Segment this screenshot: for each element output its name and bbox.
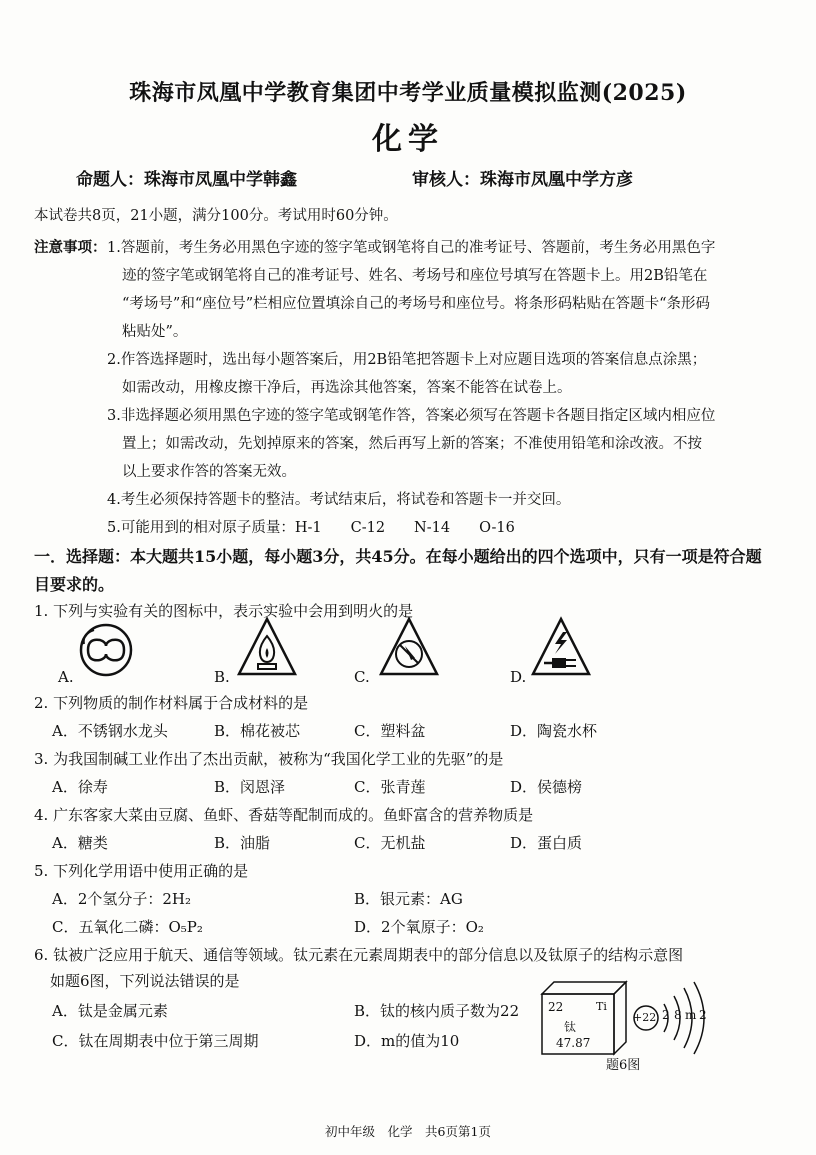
option-a: A．糖类 xyxy=(52,834,108,852)
option-a: A．不锈钢水龙头 xyxy=(52,722,168,740)
note-line: 1.答题前，考生务必用黑色字迹的签字笔或钢笔将自己的准考证号、答题前，考生务必用黑色字 xyxy=(107,240,716,256)
note-line: 如需改动，用橡皮擦干净后，再选涂其他答案，答案不能答在试卷上。 xyxy=(122,380,572,396)
figure-caption: 题6图 xyxy=(606,1058,641,1073)
reviewer-line: 审核人：珠海市凤凰中学方彦 xyxy=(412,170,633,190)
option-c-label: C. xyxy=(354,668,370,686)
shell-4: 2 xyxy=(699,1008,707,1022)
option-a: A．钛是金属元素 xyxy=(52,1002,168,1020)
note-line: 3.非选择题必须用黑色字迹的签字笔或钢笔作答，答案必须写在答题卡各题目指定区域内相应位 xyxy=(107,408,716,424)
note-line: 2.作答选择题时，选出每小题答案后，用2B铅笔把答题卡上对应题目选项的答案信息点涂黑； xyxy=(107,352,707,368)
element-name: 钛 xyxy=(564,1020,577,1034)
exam-title: 珠海市凤凰中学教育集团中考学业质量模拟监测(2025) xyxy=(129,80,687,106)
atomic-number: 22 xyxy=(548,1000,564,1014)
option-c: C．钛在周期表中位于第三周期 xyxy=(52,1032,259,1050)
option-d: D．侯德榜 xyxy=(510,778,583,796)
option-c: C．塑料盆 xyxy=(354,722,426,740)
note-line: 4.考生必须保持答题卡的整洁。考试结束后，将试卷和答题卡一并交回。 xyxy=(107,492,571,508)
shell-1: 2 xyxy=(662,1008,670,1022)
note-line: 迹的签字笔或钢笔将自己的准考证号、姓名、考场号和座位号填写在答题卡上。用2B铅笔在 xyxy=(122,268,708,284)
note-line: 粘贴处”。 xyxy=(122,324,188,340)
option-c: C．五氧化二磷：O₅P₂ xyxy=(52,918,203,936)
option-b: B．钛的核内质子数为22 xyxy=(354,1002,520,1020)
flame-warning-icon xyxy=(236,616,298,678)
nucleus-charge: +22 xyxy=(633,1011,657,1024)
question-6-stem-cont: 如题6图，下列说法错误的是 xyxy=(50,972,240,990)
option-b-label: B. xyxy=(214,668,230,686)
option-c: C．张青莲 xyxy=(354,778,426,796)
option-c: C．无机盐 xyxy=(354,834,426,852)
electric-plug-warning-icon xyxy=(530,616,592,678)
shell-2: 8 xyxy=(674,1008,682,1022)
note-line: 置上；如需改动，先划掉原来的答案，然后再写上新的答案；不准使用铅笔和涂改液。不按 xyxy=(122,436,702,452)
question-5-stem: 5. 下列化学用语中使用正确的是 xyxy=(34,862,249,880)
notes-label: 注意事项： xyxy=(34,239,107,256)
option-a-label: A. xyxy=(58,668,74,686)
goggles-icon xyxy=(78,622,134,678)
note-line: “考场号”和“座位号”栏相应位置填涂自己的考场号和座位号。将条形码粘贴在答题卡“条形码 xyxy=(122,296,711,312)
option-d: D．m的值为10 xyxy=(354,1032,460,1050)
subject-title: 化学 xyxy=(372,122,444,157)
atomic-mass: 47.87 xyxy=(556,1036,591,1050)
setter-line: 命题人：珠海市凤凰中学韩鑫 xyxy=(76,170,297,190)
option-a: A．徐寿 xyxy=(52,778,108,796)
option-a: A．2个氢分子：2H₂ xyxy=(52,890,192,908)
option-d-label: D. xyxy=(510,668,527,686)
page-footer: 初中年级 化学 共6页第1页 xyxy=(325,1124,491,1139)
option-b: B．棉花被芯 xyxy=(214,722,301,740)
exam-intro: 本试卷共8页，21小题，满分100分。考试用时60分钟。 xyxy=(34,208,398,224)
option-b: B．闵恩泽 xyxy=(214,778,286,796)
section-heading: 一．选择题：本大题共15小题，每小题3分，共45分。在每小题给出的四个选项中，只有一项是符合题 xyxy=(34,547,762,566)
option-d: D．蛋白质 xyxy=(510,834,583,852)
question-6-stem: 6. 钛被广泛应用于航天、通信等领域。钛元素在元素周期表中的部分信息以及钛原子的结构示意图 xyxy=(34,946,684,964)
question-2-stem: 2. 下列物质的制作材料属于合成材料的是 xyxy=(34,694,309,712)
question-1-stem: 1. 下列与实验有关的图标中，表示实验中会用到明火的是 xyxy=(34,602,414,620)
question-4-stem: 4. 广东客家大菜由豆腐、鱼虾、香菇等配制而成的。鱼虾富含的营养物质是 xyxy=(34,806,534,824)
no-fire-warning-icon xyxy=(378,616,440,678)
question-3-stem: 3. 为我国制碱工业作出了杰出贡献，被称为“我国化学工业的先驱”的是 xyxy=(34,750,504,768)
option-b: B．油脂 xyxy=(214,834,271,852)
element-symbol: Ti xyxy=(596,1000,607,1013)
shell-3: m xyxy=(685,1008,697,1022)
section-heading-cont: 目要求的。 xyxy=(34,575,115,594)
note-line: 以上要求作答的答案无效。 xyxy=(122,464,296,480)
option-b: B．银元素：AG xyxy=(354,890,463,908)
option-d: D．陶瓷水杯 xyxy=(510,722,598,740)
note-line: 5.可能用到的相对原子质量：H-1 C-12 N-14 O-16 xyxy=(107,520,515,536)
option-d: D．2个氧原子：O₂ xyxy=(354,918,484,936)
